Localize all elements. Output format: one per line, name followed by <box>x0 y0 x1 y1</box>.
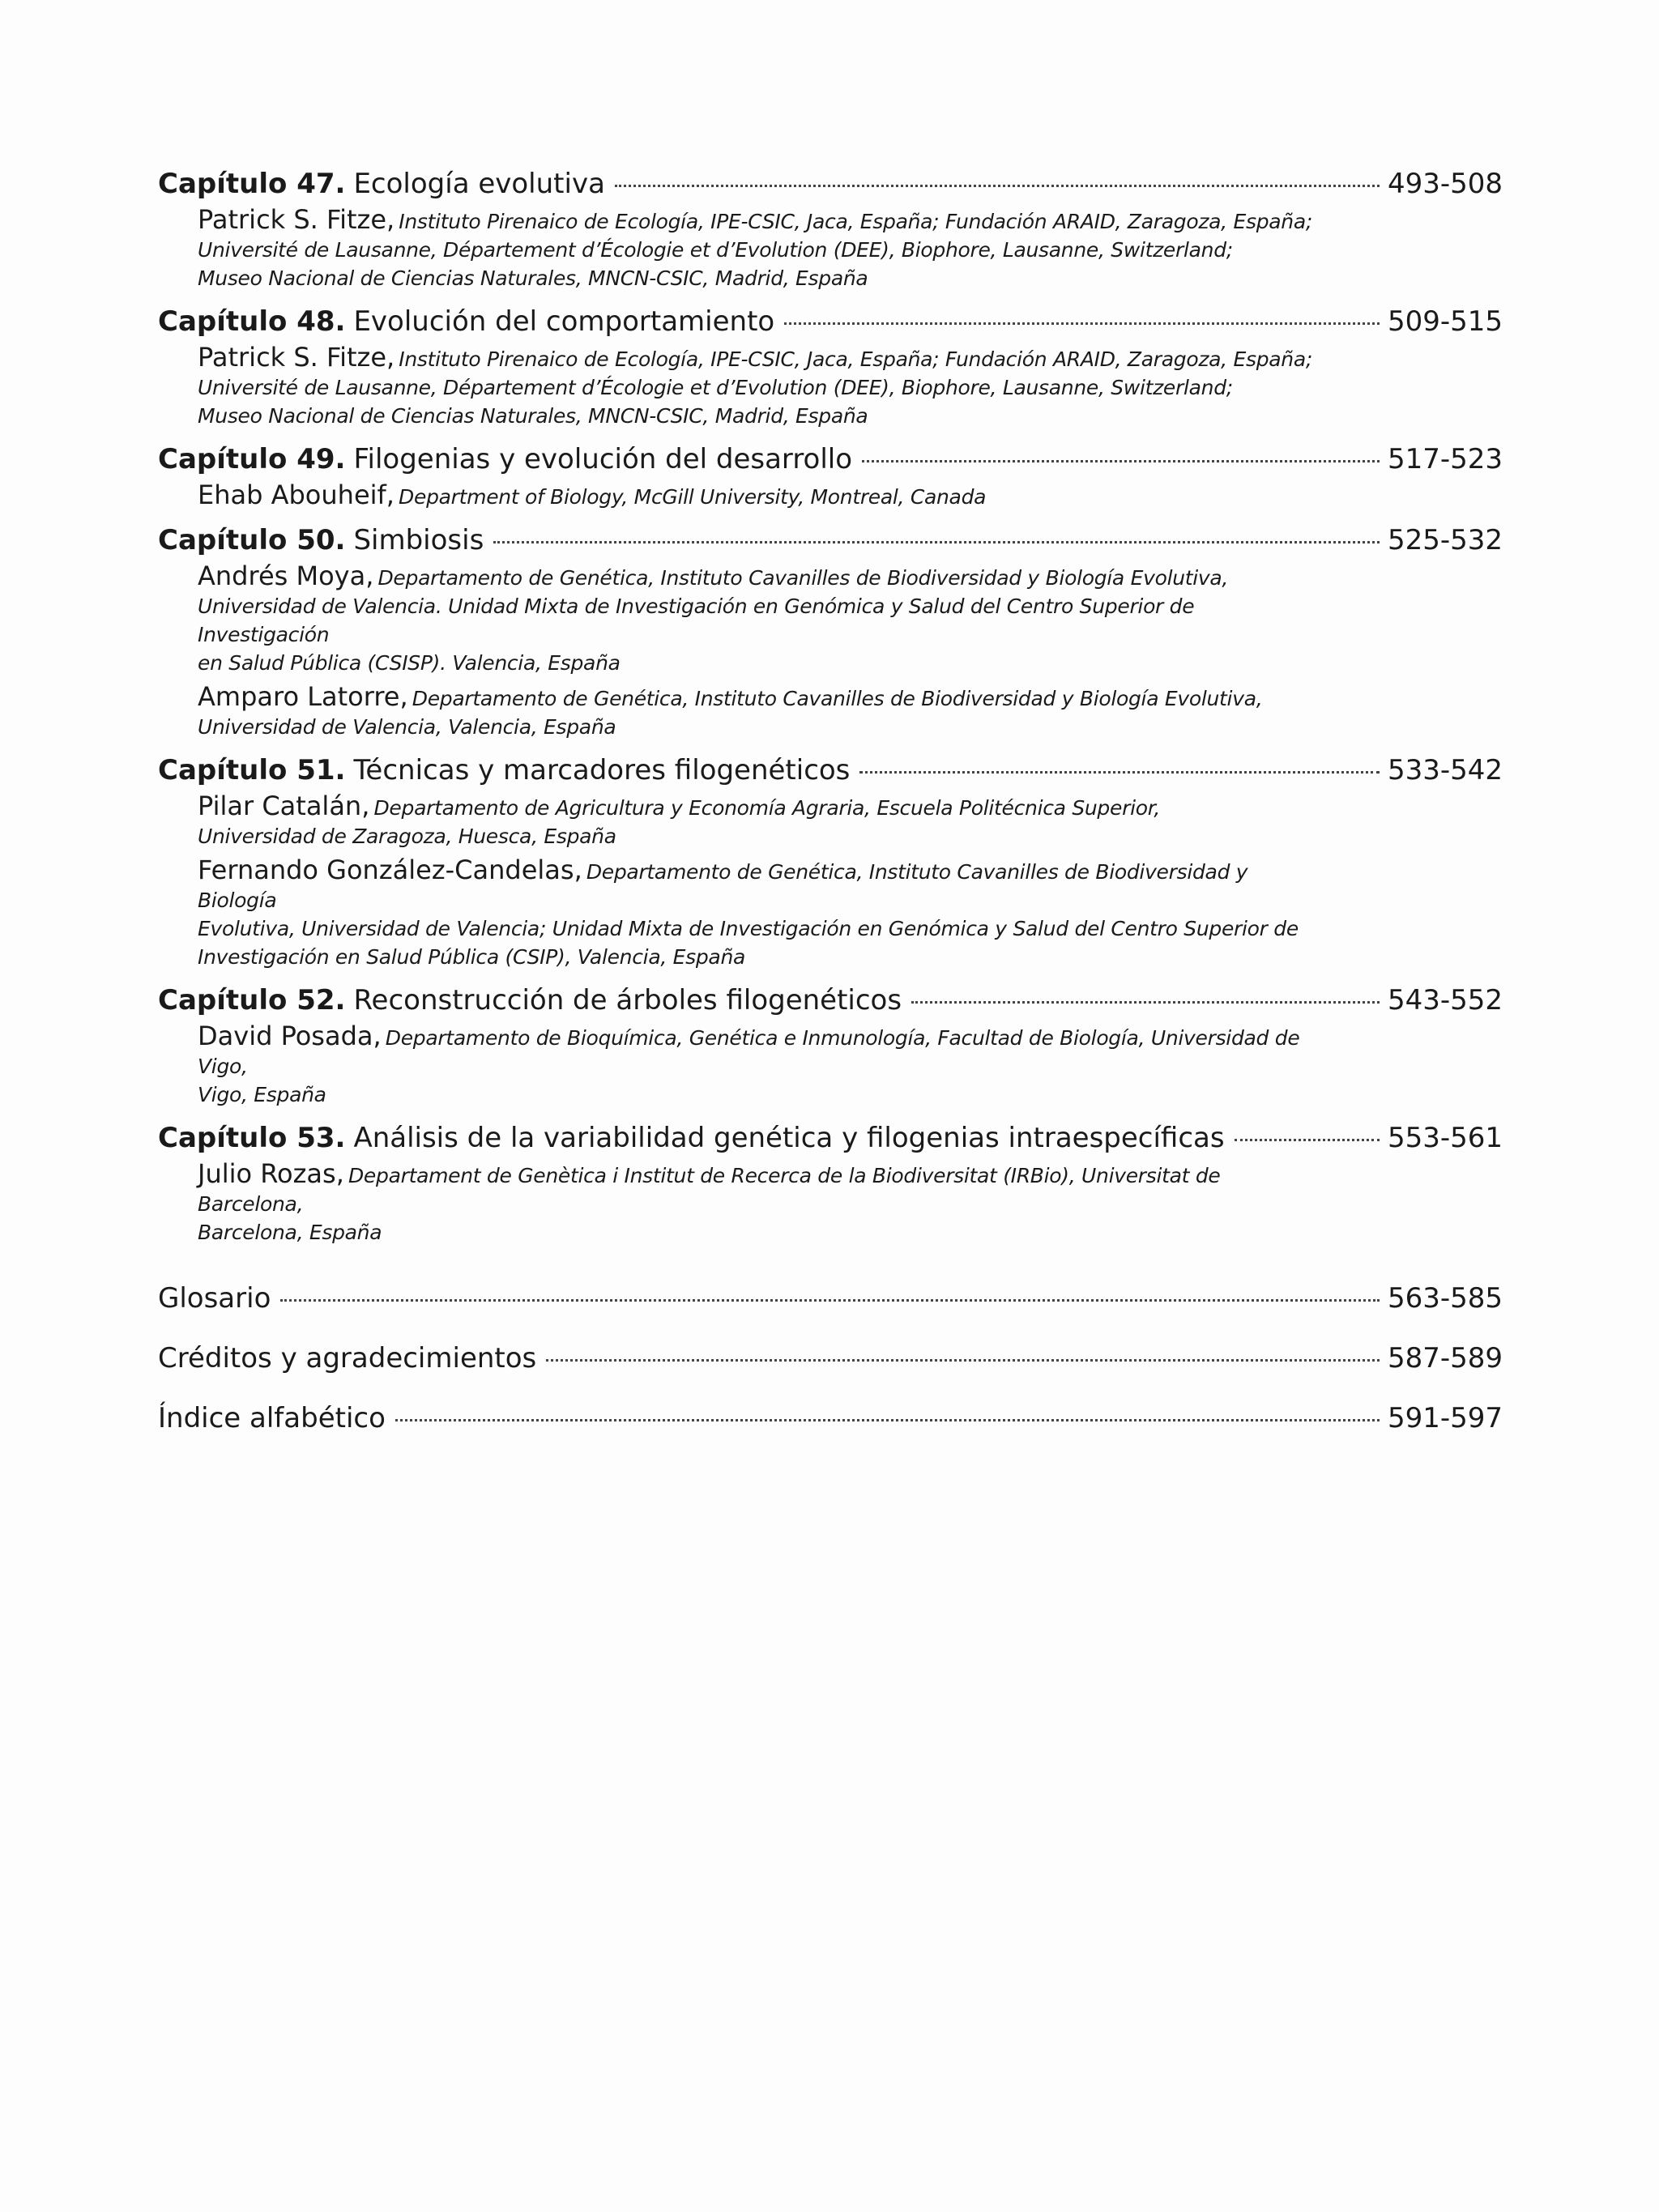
chapter-heading-line <box>158 304 1503 339</box>
author-affiliation: en Salud Pública (CSISP). Valencia, España <box>198 651 621 675</box>
chapter-number: Capítulo 49. <box>158 443 346 475</box>
author-affiliation: Barcelona, España <box>198 1221 382 1244</box>
author-affiliation: Vigo, España <box>198 1083 326 1106</box>
chapter-title: Reconstrucción de árboles filogenéticos <box>353 984 902 1016</box>
dot-leader <box>859 771 1380 774</box>
page-range: 553-561 <box>1387 1122 1503 1154</box>
backmatter-title: Créditos y agradecimientos <box>158 1342 537 1375</box>
chapter-number: Capítulo 48. <box>158 305 346 338</box>
author-affiliation: Museo Nacional de Ciencias Naturales, MNCN-CSIC, Madrid, España <box>198 404 868 428</box>
toc-chapter-entry <box>158 752 1503 971</box>
author-affiliation: Departamento de Bioquímica, Genética e Inmunología, Facultad de Biología, Universidad de Vigo, <box>198 1026 1300 1078</box>
author-name: Patrick S. Fitze, <box>198 204 395 235</box>
author-affiliation: Departamento de Genética, Instituto Cavanilles de Biodiversidad y Biología <box>198 860 1248 912</box>
author-affiliation: Departamento de Genética, Instituto Cavanilles de Biodiversidad y Biología Evolutiva, <box>377 566 1229 590</box>
page-range: 591-597 <box>1387 1402 1503 1434</box>
page-range: 525-532 <box>1387 524 1503 556</box>
author-entry <box>198 682 1316 741</box>
dot-leader <box>911 1001 1380 1004</box>
author-entry <box>198 1159 1316 1247</box>
dot-leader <box>784 322 1380 325</box>
dot-leader <box>493 541 1380 543</box>
toc-backmatter-entry <box>158 1340 1503 1376</box>
dot-leader <box>546 1359 1380 1362</box>
chapter-number: Capítulo 53. <box>158 1122 346 1154</box>
dot-leader <box>615 185 1380 187</box>
toc-chapter-entry <box>158 166 1503 292</box>
chapter-heading-line <box>158 166 1503 202</box>
page-range: 587-589 <box>1387 1342 1503 1375</box>
author-affiliation: Universidad de Valencia. Unidad Mixta de Investigación en Genómica y Salud del Centro Superior de Investigación <box>198 595 1195 646</box>
toc-backmatter-entry <box>158 1400 1503 1436</box>
backmatter-title: Índice alfabético <box>158 1402 386 1434</box>
chapter-heading-line <box>158 522 1503 558</box>
author-name: Fernando González-Candelas, <box>198 855 582 885</box>
author-entry <box>198 205 1316 292</box>
author-affiliation: Evolutiva, Universidad de Valencia; Unidad Mixta de Investigación en Genómica y Salud del Centro Superior de <box>198 917 1299 940</box>
toc-chapter-entry <box>158 522 1503 741</box>
toc-chapter-entry <box>158 982 1503 1109</box>
author-name: Julio Rozas, <box>198 1158 344 1189</box>
page-range: 517-523 <box>1387 443 1503 475</box>
author-entry <box>198 561 1316 677</box>
author-affiliation: Universidad de Zaragoza, Huesca, España <box>198 825 616 848</box>
author-affiliation: Instituto Pirenaico de Ecología, IPE-CSIC, Jaca, España; Fundación ARAID, Zaragoza, España; <box>399 210 1312 233</box>
author-affiliation: Departamento de Agricultura y Economía Agraria, Escuela Politécnica Superior, <box>373 796 1161 820</box>
chapter-heading-line <box>158 752 1503 788</box>
author-affiliation: Museo Nacional de Ciencias Naturales, MNCN-CSIC, Madrid, España <box>198 266 868 290</box>
author-name: Amparo Latorre, <box>198 681 408 712</box>
author-entry <box>198 791 1316 850</box>
chapter-number: Capítulo 50. <box>158 524 346 556</box>
author-name: David Posada, <box>198 1021 382 1051</box>
page-range: 509-515 <box>1387 305 1503 338</box>
toc-chapter-entry <box>158 441 1503 511</box>
table-of-contents <box>158 166 1503 1436</box>
dot-leader <box>1235 1139 1380 1141</box>
chapter-title: Análisis de la variabilidad genética y filogenias intraespecíficas <box>353 1122 1225 1154</box>
dot-leader <box>395 1419 1380 1421</box>
author-entry <box>198 855 1316 971</box>
author-name: Patrick S. Fitze, <box>198 342 395 373</box>
author-affiliation: Universidad de Valencia, Valencia, España <box>198 715 616 739</box>
author-name: Ehab Abouheif, <box>198 479 394 510</box>
chapter-title: Filogenias y evolución del desarrollo <box>353 443 853 475</box>
chapter-title: Ecología evolutiva <box>353 168 605 200</box>
author-affiliation: Department of Biology, McGill University, Montreal, Canada <box>399 485 987 509</box>
author-name: Andrés Moya, <box>198 560 374 591</box>
toc-backmatter-entry <box>158 1281 1503 1316</box>
chapter-title: Evolución del comportamiento <box>353 305 775 338</box>
toc-chapter-entry <box>158 1120 1503 1247</box>
toc-chapter-entry <box>158 304 1503 430</box>
author-entry <box>198 343 1316 430</box>
author-entry <box>198 480 1316 511</box>
author-affiliation: Departament de Genètica i Institut de Recerca de la Biodiversitat (IRBio), Universitat de Barcelona, <box>198 1164 1221 1216</box>
chapter-number: Capítulo 51. <box>158 754 346 786</box>
backmatter-title: Glosario <box>158 1282 271 1315</box>
chapter-heading-line <box>158 441 1503 477</box>
author-affiliation: Université de Lausanne, Département d’Écologie et d’Evolution (DEE), Biophore, Lausanne, Switzerland; <box>198 238 1233 262</box>
chapter-title: Técnicas y marcadores filogenéticos <box>353 754 851 786</box>
author-affiliation: Université de Lausanne, Département d’Écologie et d’Evolution (DEE), Biophore, Lausanne, Switzerland; <box>198 376 1233 399</box>
page-range: 493-508 <box>1387 168 1503 200</box>
chapter-heading-line <box>158 1120 1503 1156</box>
dot-leader <box>862 460 1380 462</box>
author-entry <box>198 1021 1316 1109</box>
page-range: 543-552 <box>1387 984 1503 1016</box>
chapter-title: Simbiosis <box>353 524 484 556</box>
author-name: Pilar Catalán, <box>198 791 370 821</box>
author-affiliation: Investigación en Salud Pública (CSIP), Valencia, España <box>198 945 746 969</box>
chapter-heading-line <box>158 982 1503 1018</box>
chapter-number: Capítulo 47. <box>158 168 346 200</box>
page-range: 563-585 <box>1387 1282 1503 1315</box>
dot-leader <box>280 1299 1380 1302</box>
page-range: 533-542 <box>1387 754 1503 786</box>
chapter-number: Capítulo 52. <box>158 984 346 1016</box>
author-affiliation: Departamento de Genética, Instituto Cavanilles de Biodiversidad y Biología Evolutiva, <box>412 687 1263 710</box>
author-affiliation: Instituto Pirenaico de Ecología, IPE-CSIC, Jaca, España; Fundación ARAID, Zaragoza, España; <box>399 347 1312 371</box>
